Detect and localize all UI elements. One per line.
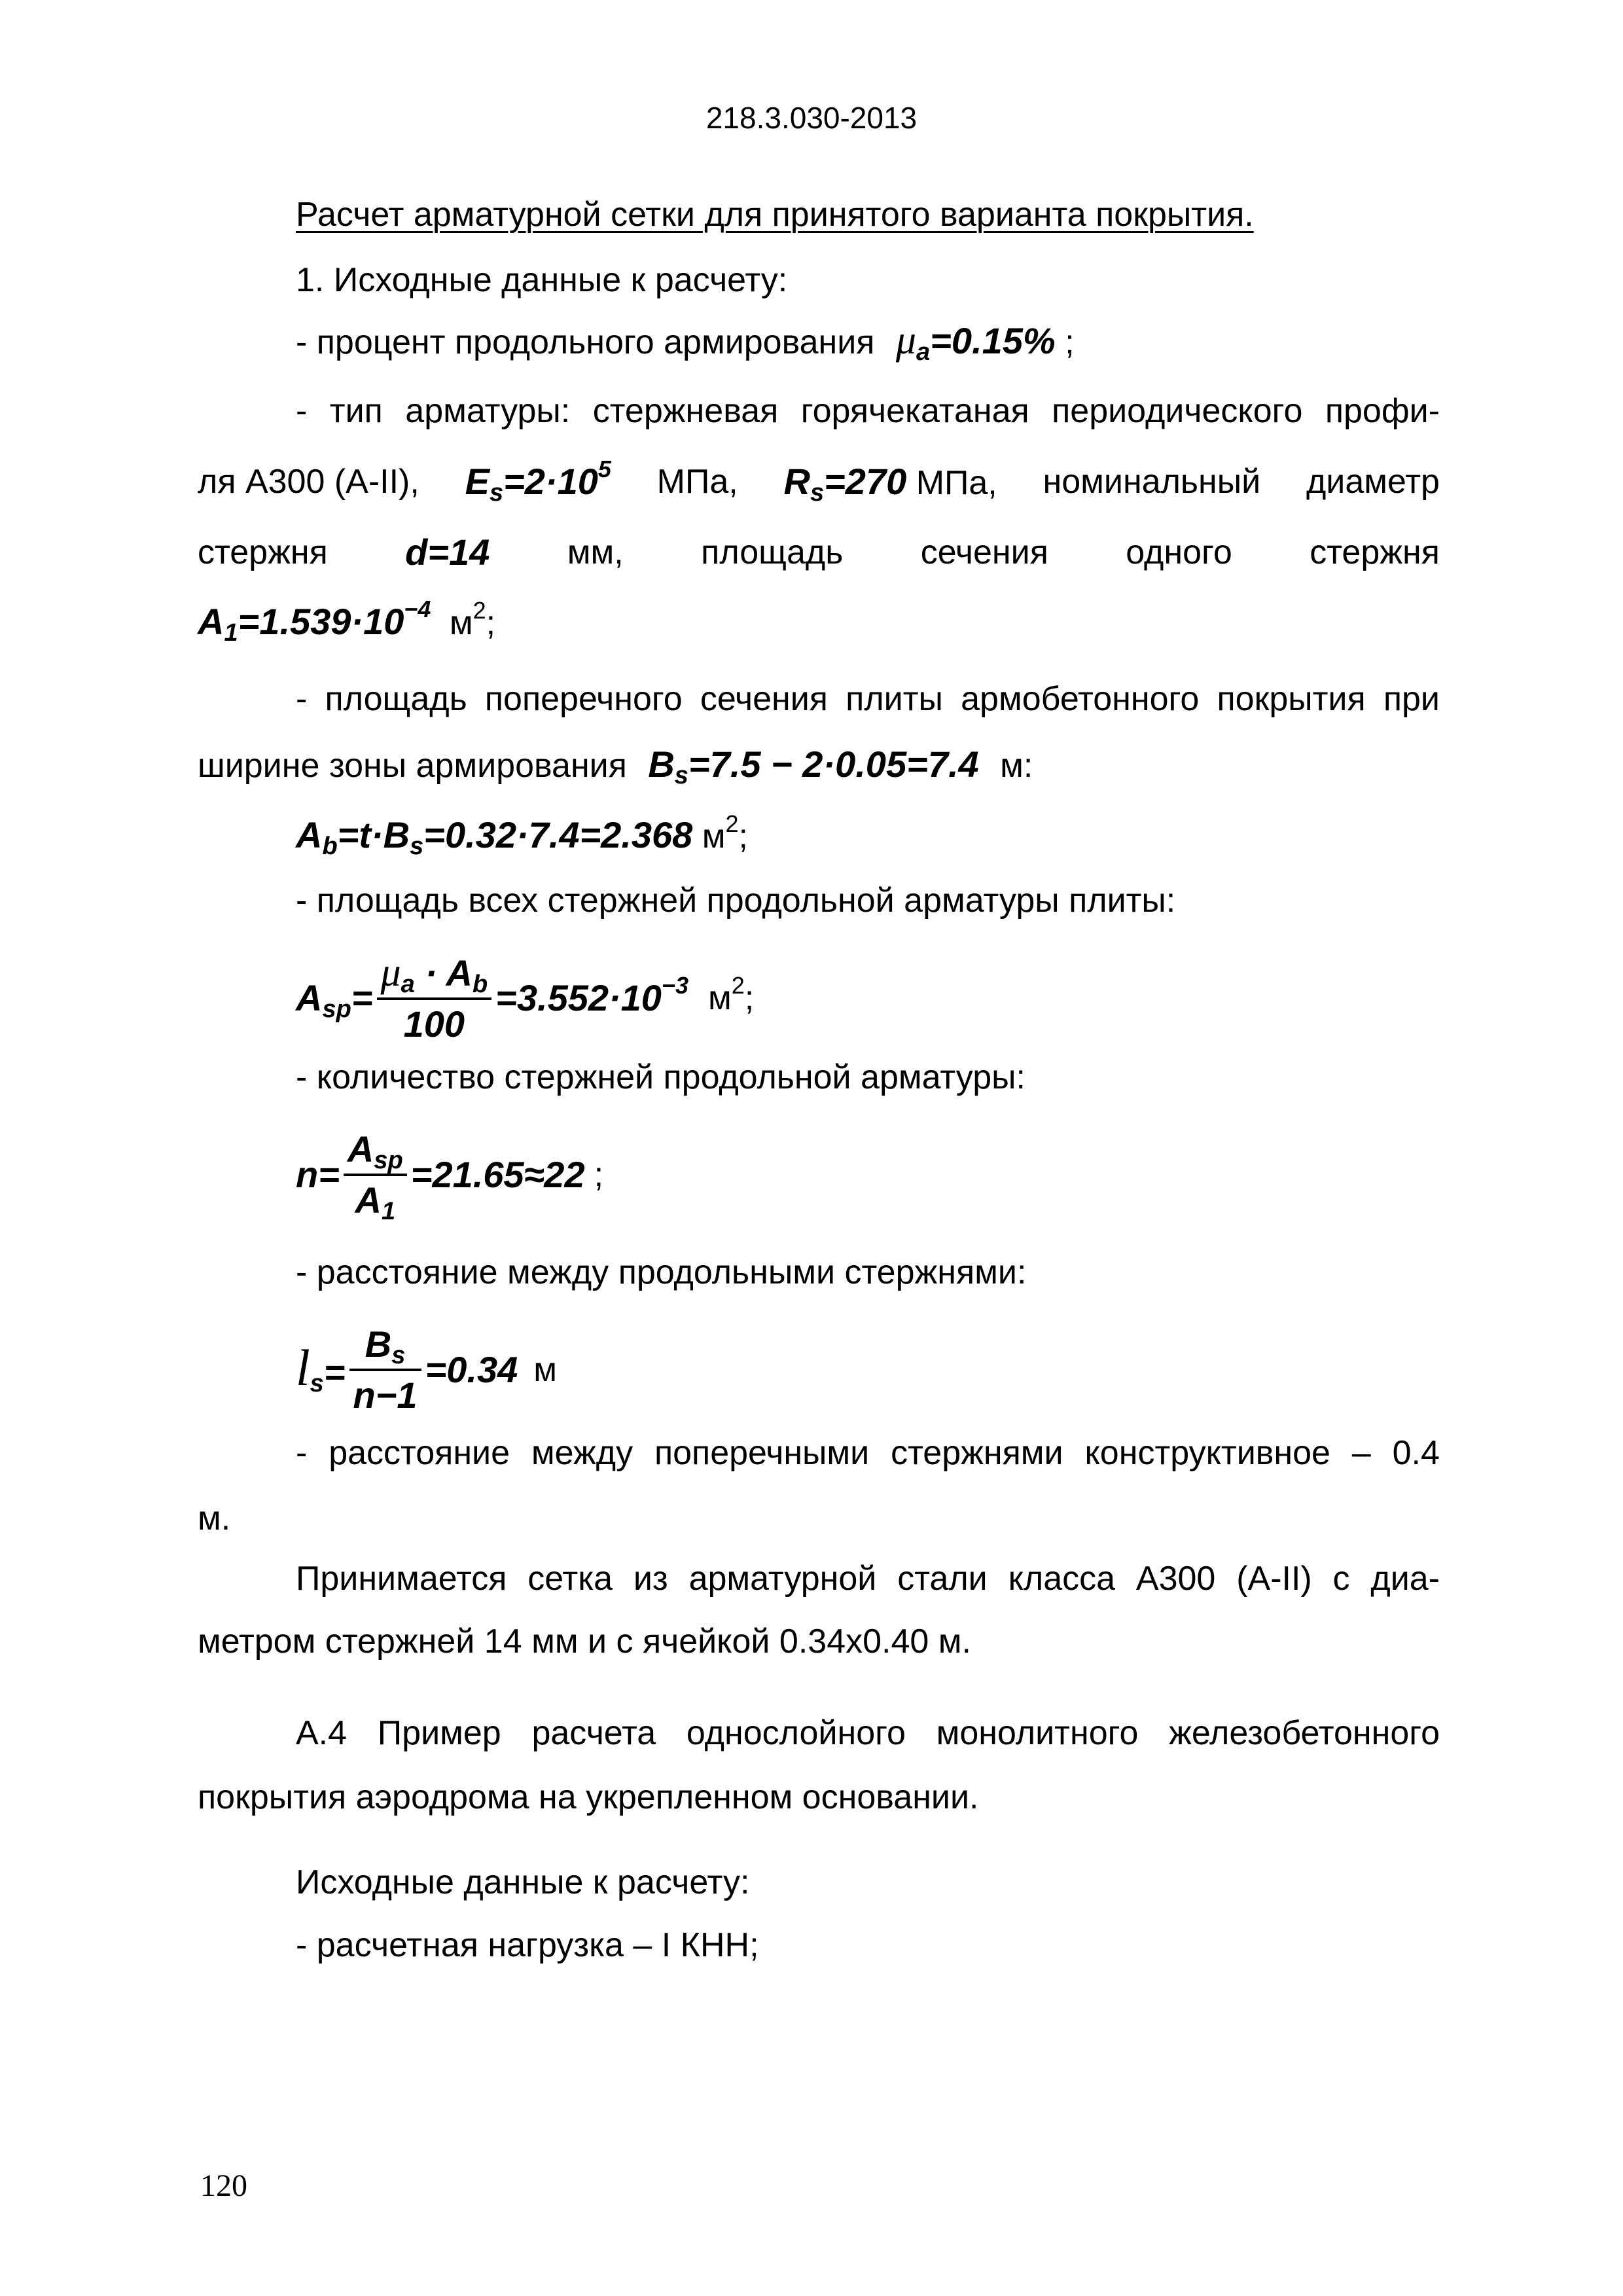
bar-diameter-formula: d=14 [405, 531, 490, 573]
transverse-spacing-line-2: м. [198, 1499, 231, 1537]
reinforcement-zone-width-formula: $B_s=7.5 - 2\cdot 0.05=7.4$ [648, 744, 979, 789]
reinforcement-percent-formula: $\mu_a=0.15\%$ [895, 318, 1056, 366]
rebar-type-line-1: - тип арматуры: стержневая горячекатаная периодического профи- [296, 392, 1440, 430]
all-bars-area-lhs: $A_{sp}=$ [296, 977, 373, 1023]
example-a4-line-2: покрытия аэродрома на укрепленном основании. [198, 1778, 979, 1816]
document-number-header: 218.3.030-2013 [705, 101, 918, 135]
input-data-heading: 1. Исходные данные к расчету: [296, 261, 788, 299]
all-bars-area-equation: $A_{sp}=$ $\frac{\mu_a \cdot A_b}{100}$ $=3.552\cdot 10^{-3}$ $м^2$; [296, 950, 755, 1045]
input-data-heading-2: Исходные данные к расчету: [296, 1863, 750, 1901]
page-number: 120 [200, 2168, 247, 2203]
rebar-type-line-2: ля А300 (А-II), $E_s=2\cdot 10^5$ МПа, $R_s=270$ МПа, номинальный диаметр [198, 456, 1440, 507]
reinforcement-percent-label: - процент продольного армирования [296, 323, 875, 361]
reinforcement-percent-tail: ; [1065, 323, 1075, 361]
all-bars-area-fraction: $\frac{\mu_a \cdot A_b}{100}$ [377, 951, 492, 1046]
bar-area-formula: $A_1=1.539\cdot 10^{-4}$ [198, 596, 431, 647]
bar-count-result: =21.65≈22 [410, 1154, 585, 1195]
slab-area-formula: $A_b=t\cdot B_s=0.32\cdot 7.4=2.368$ [296, 814, 693, 860]
elastic-modulus-formula: $E_s=2\cdot 10^5$ [465, 456, 611, 507]
design-strength-formula: $R_s=270$ [783, 461, 907, 507]
bar-count-equation: n= $\frac{A_{sp}}{A_1}$ =21.65≈22 ; [296, 1128, 604, 1225]
reinforcement-percent-item [296, 318, 1075, 366]
bar-count-label: - количество стержней продольной арматуры: [296, 1058, 1026, 1096]
cross-section-line-2: ширине зоны армирования $B_s=7.5 - 2\cdot 0.05=7.4$ м: [198, 744, 1033, 789]
bar-count-fraction: $\frac{A_{sp}}{A_1}$ [344, 1128, 407, 1222]
all-bars-area-result: $=3.552\cdot 10^{-3}$ [495, 972, 688, 1018]
all-bars-area-label: - площадь всех стержней продольной арматуры плиты: [296, 882, 1176, 920]
longitudinal-spacing-label: - расстояние между продольными стержнями: [296, 1253, 1027, 1291]
accepted-mesh-line-2: метром стержней 14 мм и с ячейкой 0.34х0.40 м. [198, 1623, 971, 1660]
bar-area-formula-line: $A_1=1.539\cdot 10^{-4}$ $м^2$; [198, 596, 496, 647]
slab-area-formula-line: $A_b=t\cdot B_s=0.32\cdot 7.4=2.368$ $м^2$; [296, 810, 748, 860]
accepted-mesh-line-1: Принимается сетка из арматурной стали класса А300 (А-II) с диа- [296, 1560, 1440, 1598]
longitudinal-spacing-equation: $l_s=$ $\frac{B_s}{n-1}$ =0.34 м [296, 1323, 558, 1416]
transverse-spacing-line-1: - расстояние между поперечными стержнями конструктивное – 0.4 [296, 1434, 1440, 1472]
design-load-item: - расчетная нагрузка – I КНН; [296, 1926, 759, 1964]
longitudinal-spacing-result: =0.34 [425, 1349, 518, 1390]
longitudinal-spacing-fraction: $\frac{B_s}{n-1}$ [349, 1323, 421, 1417]
example-a4-line-1: А.4 Пример расчета однослойного монолитного железобетонного [296, 1714, 1440, 1752]
rebar-type-line-3: стержня d=14 мм, площадь сечения одного стержня [198, 531, 1440, 573]
section-title: Расчет арматурной сетки для принятого варианта покрытия. [296, 196, 1254, 234]
cross-section-line-1: - площадь поперечного сечения плиты армобетонного покрытия при [296, 680, 1440, 718]
